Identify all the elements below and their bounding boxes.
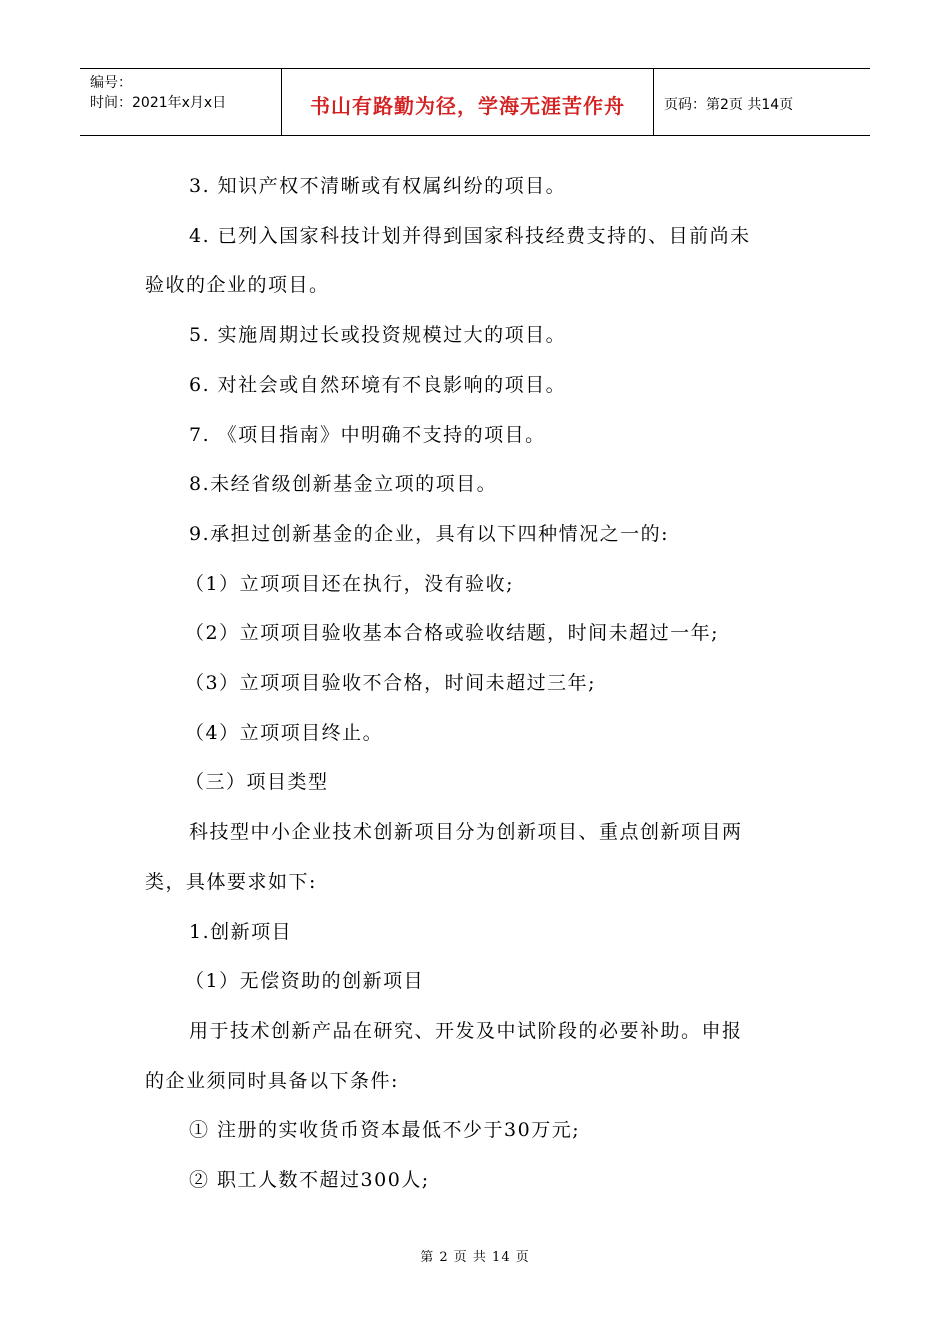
section-heading: （三）项目类型 [185, 771, 329, 794]
header-meta [80, 69, 282, 135]
body-line: （1）立项项目还在执行，没有验收; [185, 572, 514, 595]
body-line: 7. 《项目指南》中明确不支持的项目。 [189, 423, 546, 446]
body-line: 验收的企业的项目。 [145, 274, 330, 297]
body-line: （1）无偿资助的创新项目 [185, 970, 425, 993]
body-line: 4. 已列入国家科技计划并得到国家科技经费支持的、目前尚未 [189, 224, 751, 247]
body-line: 9.承担过创新基金的企业，具有以下四种情况之一的: [189, 522, 670, 545]
body-line: （2）立项项目验收基本合格或验收结题，时间未超过一年; [185, 622, 719, 645]
body-line: （4）立项项目终止。 [185, 721, 384, 744]
header-page-info: 页码：第2页 共14页 [664, 97, 794, 113]
document-body [145, 162, 810, 1206]
page-header [80, 68, 870, 136]
header-motto: 书山有路勤为径，学海无涯苦作舟 [282, 69, 654, 135]
body-line: 5. 实施周期过长或投资规模过大的项目。 [189, 324, 567, 347]
number-label: 编号： [90, 75, 132, 91]
body-line: 3. 知识产权不清晰或有权属纠纷的项目。 [189, 175, 567, 197]
body-line: （3）立项项目验收不合格，时间未超过三年; [185, 672, 596, 695]
date-label: 时间：2021年x月x日 [90, 95, 227, 111]
body-line: 6. 对社会或自然环境有不良影响的项目。 [189, 373, 567, 396]
body-line: 类，具体要求如下: [145, 870, 317, 893]
subsection-heading: 1.创新项目 [189, 920, 293, 943]
body-line: ② 职工人数不超过300人; [189, 1169, 430, 1192]
body-line: 用于技术创新产品在研究、开发及中试阶段的必要补助。申报 [189, 1019, 743, 1042]
page-footer: 第 2 页 共 14 页 [420, 1250, 530, 1265]
body-line: 的企业须同时具备以下条件: [145, 1069, 399, 1092]
body-line: ① 注册的实收货币资本最低不少于30万元; [189, 1119, 581, 1142]
body-line: 科技型中小企业技术创新项目分为创新项目、重点创新项目两 [189, 821, 743, 844]
body-line: 8.未经省级创新基金立项的项目。 [189, 473, 498, 496]
